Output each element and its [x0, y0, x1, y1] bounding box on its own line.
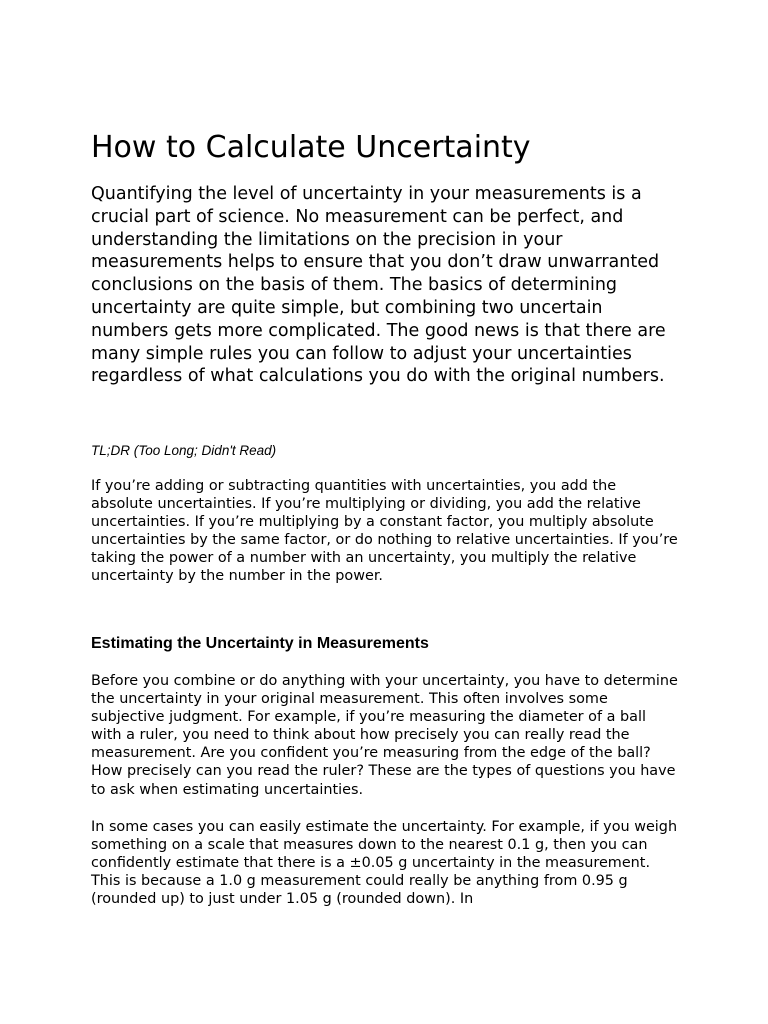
- intro-paragraph: Quantifying the level of uncertainty in your measurements is a crucial part of science. No measurement can be perfect, and understanding the limitations on the precision in your measurements helps to ensure that you don’t draw unwarranted conclusions on the basis of them. The basics of determining uncertainty are quite simple, but combining two uncertain numbers gets more complicated. The good news is that there are many simple rules you can follow to adjust your uncertainties regardless of what calculations you do with the original numbers.: [91, 184, 666, 387]
- body-paragraph-1: Before you combine or do anything with your uncertainty, you have to determine the uncertainty in your original measurement. This often involves some subjective judgment. For example, if you’re measuring the diameter of a ball with a ruler, you need to think about how precisely you can really read the measurement. Are you confident you’re measuring from the edge of the ball? How precisely can you read the ruler? These are the types of questions you have to ask when estimating uncertainties.: [91, 673, 678, 798]
- tldr-paragraph: If you’re adding or subtracting quantities with uncertainties, you add the absolute uncertainties. If you’re multiplying or dividing, you add the relative uncertainties. If you’re multiplying by a constant factor, you multiply absolute uncertainties by the same factor, or do nothing to relative uncertainties. If you’re taking the power of a number with an uncertainty, you multiply the relative uncertainty by the number in the power.: [91, 478, 678, 585]
- tldr-label: TL;DR (Too Long; Didn't Read): [91, 443, 277, 458]
- section-heading: Estimating the Uncertainty in Measurements: [91, 635, 429, 652]
- article-title: How to Calculate Uncertainty: [91, 130, 531, 165]
- body-paragraph-2: In some cases you can easily estimate the uncertainty. For example, if you weigh something on a scale that measures down to the nearest 0.1 g, then you can confidently estimate that there is a ±0.05 g uncertainty in the measurement. This is because a 1.0 g measurement could really be anything from 0.95 g (rounded up) to just under 1.05 g (rounded down). In: [91, 819, 678, 908]
